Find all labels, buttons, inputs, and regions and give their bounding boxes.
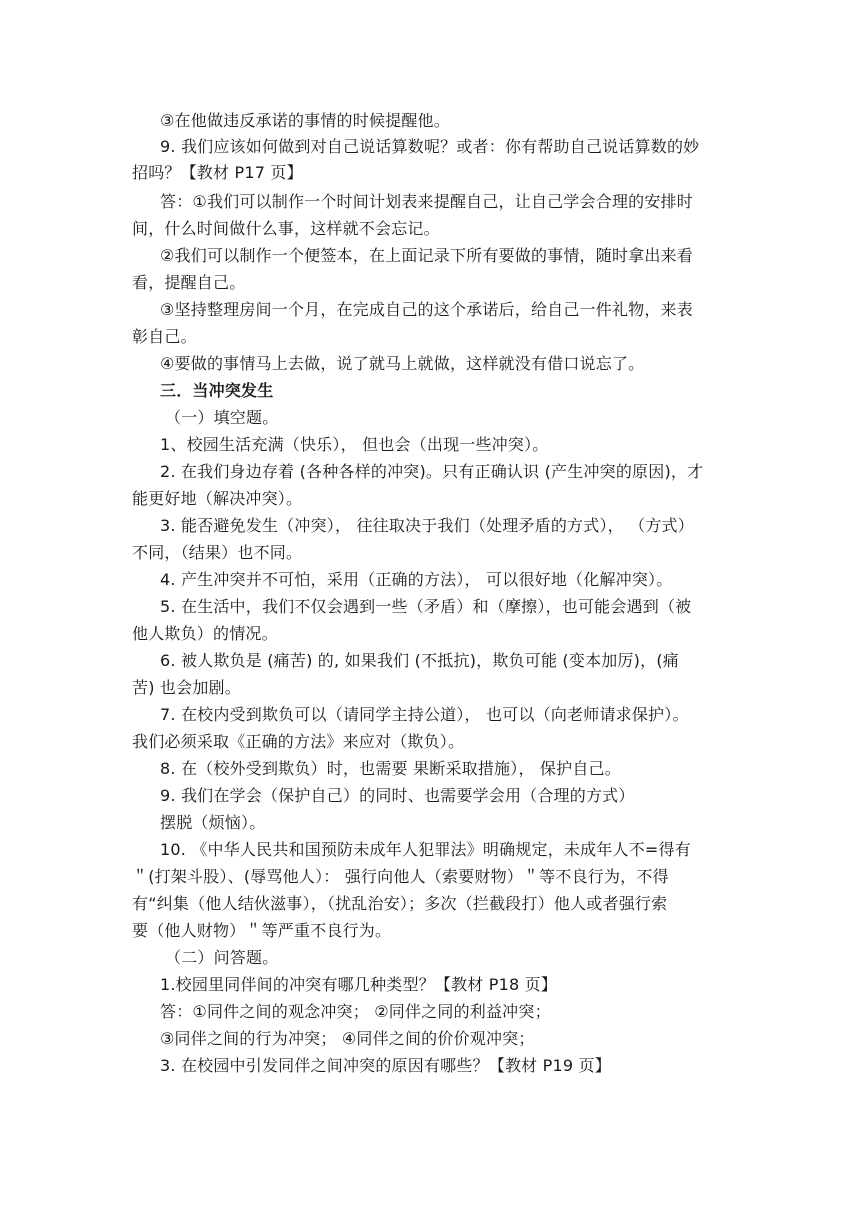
qa-item-3: 3. 在校园中引发同伴之间冲突的原因有哪些？【教材 P19 页】 [160,1056,611,1075]
fill-item-5-line-1: 5. 在生活中，我们不仅会遇到一些（矛盾）和（摩擦），也可能会遇到（被 [160,597,692,616]
answer-line-3: ②我们可以制作一个便签本，在上面记录下所有要做的事情，随时拿出来看 [160,246,693,265]
qa-answer-line-1: 答：①同件之间的观念冲突； ②同伴之同的利益冲突； [160,1002,551,1021]
fill-item-3-line-1: 3. 能否避免发生（冲突）， 往往取决于我们（处理矛盾的方式）， （方式） [160,516,694,535]
fill-item-4: 4. 产生冲突并不可怕，采用（正确的方法）， 可以很好地（化解冲突）。 [160,570,673,589]
answer-line-5: ③坚持整理房间一个月，在完成自己的这个承诺后，给自己一件礼物，来表 [160,300,693,319]
fill-item-10-line-1: 10. 《中华人民共和国预防未成年人犯罪法》明确规定，未成年人不=得有 [160,840,691,859]
fill-item-5-line-2: 他人欺负）的情况。 [132,624,278,643]
subsection-qa: （二）问答题。 [165,948,279,967]
fill-item-2-line-2: 能更好地（解决冲突）。 [132,489,303,508]
fill-item-9-line-2: 摆脱（烦恼）。 [160,813,266,832]
answer-line-7: ④要做的事情马上去做，说了就马上就做，这样就没有借口说忘了。 [160,354,645,373]
fill-item-6-line-1: 6. 被人欺负是 (痛苦) 的, 如果我们 (不抵抗)，欺负可能 (变本加厉)，(痛 [160,651,679,670]
fill-item-6-line-2: 苦) 也会加剧。 [132,678,241,697]
fill-item-7-line-2: 我们必须采取《正确的方法》来应对（欺负）。 [132,732,465,751]
fill-item-7-line-1: 7. 在校内受到欺负可以（请同学主持公道）， 也可以（向老师请求保护）。 [160,705,689,724]
fill-item-10-line-4: 要（他人财物）＂等严重不良行为。 [132,921,392,940]
fill-item-3-line-2: 不同，（结果）也不同。 [132,543,303,562]
question-9-line-2: 招吗？【教材 P17 页】 [132,163,303,182]
fill-item-1: 1、校园生活充满（快乐）， 但也会（出现一些冲突）。 [160,435,549,454]
section-heading: 三．当冲突发生 [160,381,274,400]
answer-line-4: 看，提醒自己。 [132,273,246,292]
fill-item-10-line-3: 有“纠集（他人结伙滋事），（扰乱治安）；多次（拦截段打）他人或者强行索 [132,894,668,913]
fill-item-10-line-2: ＂(打架斗股）、(辱骂他人）： 强行向他人（索要财物）＂等不良行为，不得 [132,867,669,886]
answer-line-1: 答：①我们可以制作一个时间计划表来提醒自己，让自己学会合理的安排时 [160,192,693,211]
subsection-fill-blank: （一）填空题。 [165,408,279,427]
fill-item-2-line-1: 2. 在我们身边存着 (各种各样的冲突)。只有正确认识 (产生冲突的原因)，才 [160,462,704,481]
fill-item-8: 8. 在（校外受到欺负）时，也需要 果断采取措施）， 保护自己。 [160,759,621,778]
qa-item-1: 1.校园里同伴间的冲突有哪几种类型？【教材 P18 页】 [160,975,558,994]
fill-item-9-line-1: 9. 我们在学会（保护自己）的同时、也需要学会用（合理的方式） [160,786,635,805]
answer-line-2: 间，什么时间做什么事，这样就不会忘记。 [132,219,440,238]
qa-answer-line-2: ③同伴之间的行为冲突； ④同伴之间的价价观冲突； [160,1029,535,1048]
text-line: ③在他做违反承诺的事情的时候提醒他。 [160,111,450,130]
question-9-line-1: 9. 我们应该如何做到对自己说话算数呢？或者：你有帮助自己说话算数的妙 [160,137,700,156]
answer-line-6: 彰自己。 [132,327,197,346]
